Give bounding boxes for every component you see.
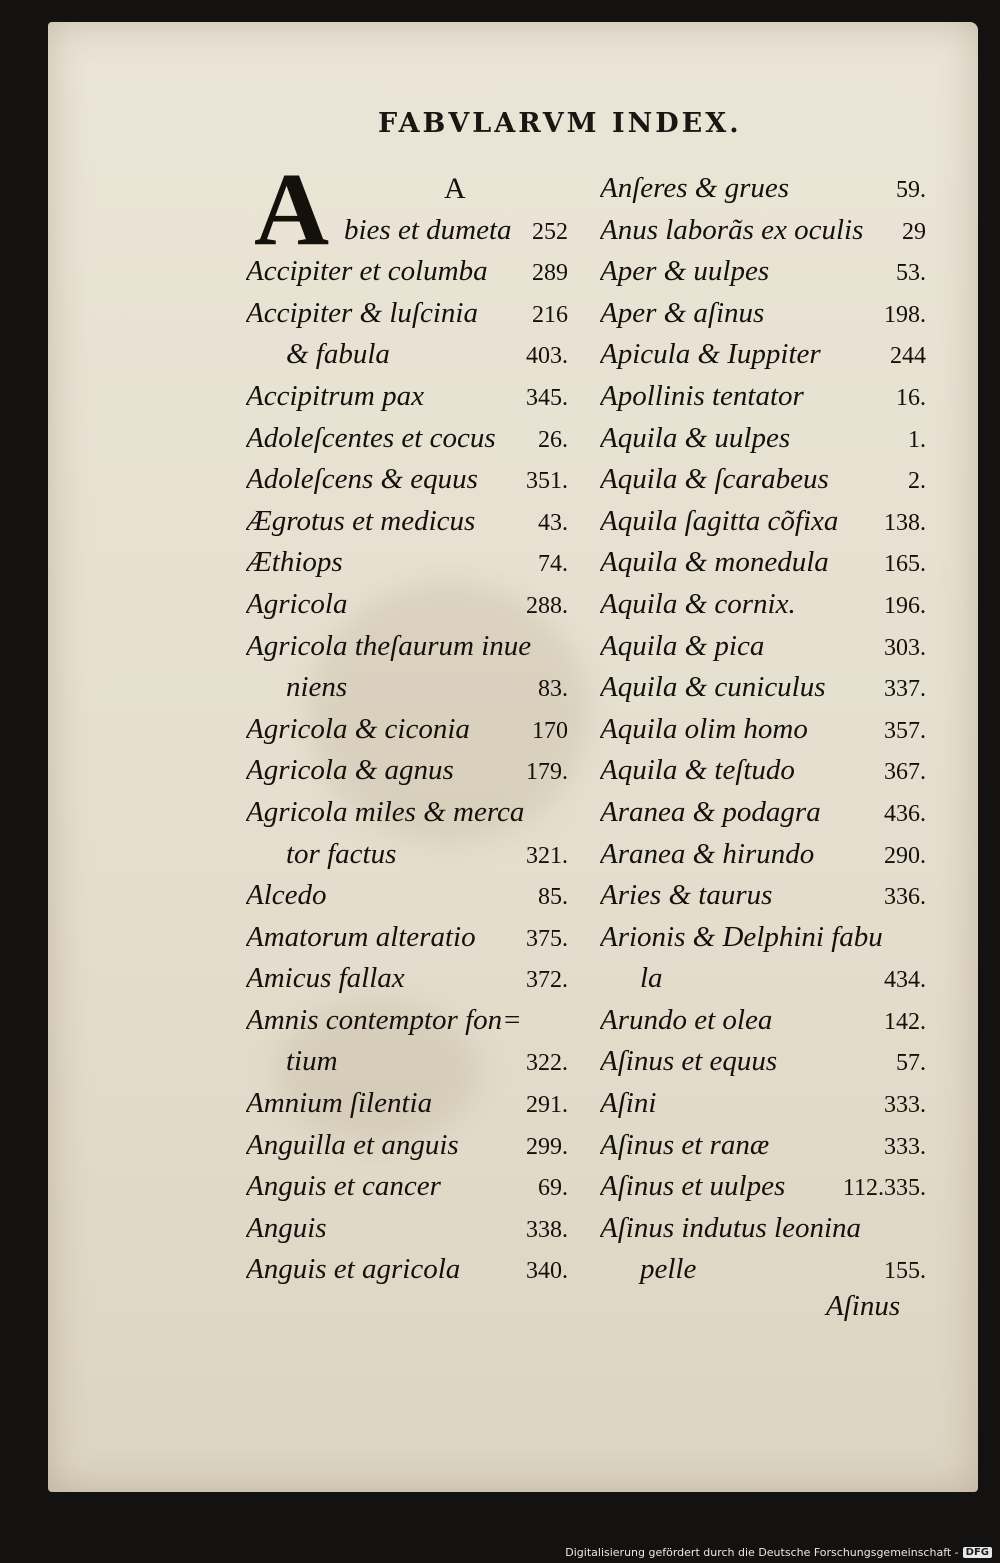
entry-title: Apollinis tentator	[600, 379, 804, 412]
entry-title: Adoleſcentes et cocus	[246, 421, 496, 454]
index-entry	[246, 584, 568, 626]
entry-number: 112.335.	[842, 1175, 926, 1202]
entry-title: Aſinus et ranæ	[600, 1128, 770, 1161]
entry-title: Agricola	[246, 587, 348, 620]
entry-title: Alcedo	[246, 879, 327, 912]
entry-number: 43.	[538, 509, 568, 536]
index-entry	[246, 834, 568, 876]
index-entry	[600, 1249, 926, 1291]
entry-number: 29	[902, 218, 926, 245]
entry-number: 375.	[526, 925, 568, 952]
index-entry	[246, 293, 568, 335]
entry-title: Agricola & ciconia	[246, 712, 470, 745]
entry-number: 291.	[526, 1092, 568, 1119]
index-entry	[600, 709, 926, 751]
entry-number: 345.	[526, 384, 568, 411]
entry-title: tor factus	[286, 837, 397, 870]
entry-title: Amnium ſilentia	[246, 1087, 433, 1120]
entry-number: 299.	[526, 1133, 568, 1160]
entry-title: Amicus fallax	[246, 962, 405, 995]
entry-title: Aquila ſagitta cõfixa	[600, 504, 839, 537]
entry-title: Accipitrum pax	[246, 379, 424, 412]
entry-title: Agricola & agnus	[246, 754, 454, 787]
entry-title: Aquila & cornix.	[600, 587, 796, 620]
entry-title: Aquila & monedula	[600, 546, 829, 579]
index-entry	[600, 750, 926, 792]
index-entry	[246, 542, 568, 584]
entry-number: 1.	[908, 426, 926, 453]
entry-title: Aquila & teſtudo	[600, 754, 795, 787]
entry-title: Amatorum alteratio	[246, 920, 476, 953]
index-entry	[600, 584, 926, 626]
entry-number: 436.	[884, 800, 926, 827]
entry-title: Aries & taurus	[600, 879, 773, 912]
entry-title: Aranea & hirundo	[600, 837, 815, 870]
entry-title: Agricola theſaurum inue	[246, 629, 532, 662]
index-entry	[600, 1125, 926, 1167]
entry-number: 289	[532, 260, 568, 287]
index-entry	[246, 1166, 568, 1208]
index-entry	[246, 1000, 568, 1042]
entry-title: Anguis et agricola	[246, 1253, 461, 1286]
drop-capital: A	[254, 152, 330, 267]
entry-title: Accipiter et columba	[246, 255, 488, 288]
entry-title: Anſeres & grues	[600, 172, 790, 204]
entry-number: 59.	[896, 177, 926, 203]
index-entry	[600, 875, 926, 917]
entry-title: Aſinus indutus leonina	[600, 1211, 861, 1244]
entry-title: Aquila & cuniculus	[600, 671, 826, 704]
index-entry	[600, 168, 926, 210]
index-entry	[246, 667, 568, 709]
entry-title: Aſini	[600, 1087, 657, 1120]
page-header: FABVLARVM INDEX.	[378, 108, 742, 139]
entry-title: Aquila olim homo	[600, 712, 808, 745]
index-entry	[246, 958, 568, 1000]
digitization-footer	[565, 1546, 992, 1559]
index-entry	[246, 626, 568, 668]
index-entry	[600, 334, 926, 376]
entry-number: 403.	[526, 343, 568, 370]
entry-title: Agricola miles & merca	[246, 795, 525, 828]
index-entry	[246, 750, 568, 792]
index-entry	[600, 251, 926, 293]
entry-number: 2.	[908, 468, 926, 495]
entry-title: bies et dumeta	[344, 213, 512, 246]
entry-number: 372.	[526, 967, 568, 994]
entry-title: Anguis et cancer	[246, 1170, 441, 1203]
entry-number: 74.	[538, 551, 568, 578]
entry-number: 57.	[896, 1050, 926, 1077]
index-entry	[600, 1083, 926, 1125]
entry-number: 303.	[884, 634, 926, 661]
entry-number: 338.	[526, 1216, 568, 1243]
entry-title: Anguilla et anguis	[246, 1128, 459, 1161]
entry-title: Aquila & uulpes	[600, 421, 791, 454]
index-entry	[600, 418, 926, 460]
entry-number: 26.	[538, 426, 568, 453]
entry-number: 170	[532, 717, 568, 744]
entry-number: 351.	[526, 468, 568, 495]
entry-number: 179.	[526, 759, 568, 786]
entry-number: 367.	[884, 759, 926, 786]
entry-number: 69.	[538, 1175, 568, 1202]
entry-number: 321.	[526, 842, 568, 869]
entry-number: 155.	[884, 1258, 926, 1285]
index-entry	[600, 1041, 926, 1083]
entry-number: 322.	[526, 1050, 568, 1077]
entry-title: Amnis contemptor fon=	[246, 1003, 522, 1036]
index-entry	[600, 958, 926, 1000]
entry-number: 216	[532, 301, 568, 328]
entry-number: 290.	[884, 842, 926, 869]
entry-title: pelle	[640, 1253, 697, 1286]
index-entry	[600, 917, 926, 959]
entry-number: 196.	[884, 592, 926, 619]
entry-title: Anus laborãs ex oculis	[600, 213, 864, 246]
entry-number: 85.	[538, 884, 568, 911]
index-entry	[600, 501, 926, 543]
index-entry	[246, 709, 568, 751]
entry-number: 333.	[884, 1133, 926, 1160]
entry-title: Adoleſcens & equus	[246, 463, 478, 496]
entry-title: Accipiter & luſcinia	[246, 296, 478, 329]
entry-number: 16.	[896, 384, 926, 411]
index-entry	[600, 293, 926, 335]
index-column-right	[600, 168, 926, 1291]
index-entry	[600, 834, 926, 876]
entry-number: 288.	[526, 592, 568, 619]
entry-number: 340.	[526, 1258, 568, 1285]
index-entry	[246, 1249, 568, 1291]
entry-number: 357.	[884, 717, 926, 744]
entry-number: 434.	[884, 967, 926, 994]
index-entry	[600, 626, 926, 668]
entry-title: Arionis & Delphini fabu	[600, 920, 883, 953]
index-entry	[246, 334, 568, 376]
index-entry	[246, 875, 568, 917]
index-entry	[600, 1000, 926, 1042]
entry-title: Aſinus et uulpes	[600, 1170, 786, 1203]
entry-title: Anguis	[246, 1211, 327, 1244]
entry-title: Aquila & ſcarabeus	[600, 463, 829, 496]
index-entry	[600, 792, 926, 834]
entry-number: 53.	[896, 260, 926, 287]
index-entry	[600, 459, 926, 501]
entry-number: 333.	[884, 1092, 926, 1119]
index-entry	[600, 667, 926, 709]
index-entry	[246, 459, 568, 501]
entry-title: Aper & uulpes	[600, 255, 770, 288]
entry-number: 165.	[884, 551, 926, 578]
index-entry	[600, 1208, 926, 1250]
entry-title: la	[640, 962, 663, 995]
entry-number: 198.	[884, 301, 926, 328]
entry-number: 142.	[884, 1008, 926, 1035]
footer-text: Digitalisierung gefördert durch die Deutsche Forschungsgemeinschaft -	[565, 1546, 959, 1559]
entry-number: 336.	[884, 884, 926, 911]
entry-title: Aquila & pica	[600, 629, 765, 662]
entry-title: Æthiops	[246, 546, 343, 579]
entry-title: Apicula & Iuppiter	[600, 338, 821, 371]
entry-number: 252	[532, 218, 568, 245]
index-entry	[246, 501, 568, 543]
index-entry	[246, 376, 568, 418]
entry-title: Aper & aſinus	[600, 296, 765, 329]
dfg-logo: DFG	[963, 1547, 992, 1558]
index-entry	[246, 210, 568, 252]
entry-number: 244	[890, 343, 926, 370]
entry-title: & fabula	[286, 338, 390, 371]
index-entry	[246, 251, 568, 293]
entry-number: 138.	[884, 509, 926, 536]
index-entry	[600, 542, 926, 584]
entry-title: Aranea & podagra	[600, 795, 821, 828]
index-entry	[246, 1125, 568, 1167]
entry-number: 83.	[538, 676, 568, 703]
entry-title: niens	[286, 671, 348, 704]
catchword: Aſinus	[826, 1290, 901, 1322]
index-entry	[246, 1083, 568, 1125]
index-entry	[246, 792, 568, 834]
index-entry	[246, 418, 568, 460]
section-letter: A	[444, 172, 466, 205]
index-entry	[246, 1208, 568, 1250]
entry-title: Aſinus et equus	[600, 1045, 778, 1078]
entry-number: 337.	[884, 676, 926, 703]
index-entry	[600, 1166, 926, 1208]
entry-title: Ægrotus et medicus	[246, 504, 476, 537]
entry-title: Arundo et olea	[600, 1003, 773, 1036]
index-entry	[600, 376, 926, 418]
entry-title: tium	[286, 1045, 338, 1078]
index-entry	[600, 210, 926, 252]
index-entry	[246, 1041, 568, 1083]
index-entry	[246, 917, 568, 959]
index-column-left	[246, 168, 568, 1291]
